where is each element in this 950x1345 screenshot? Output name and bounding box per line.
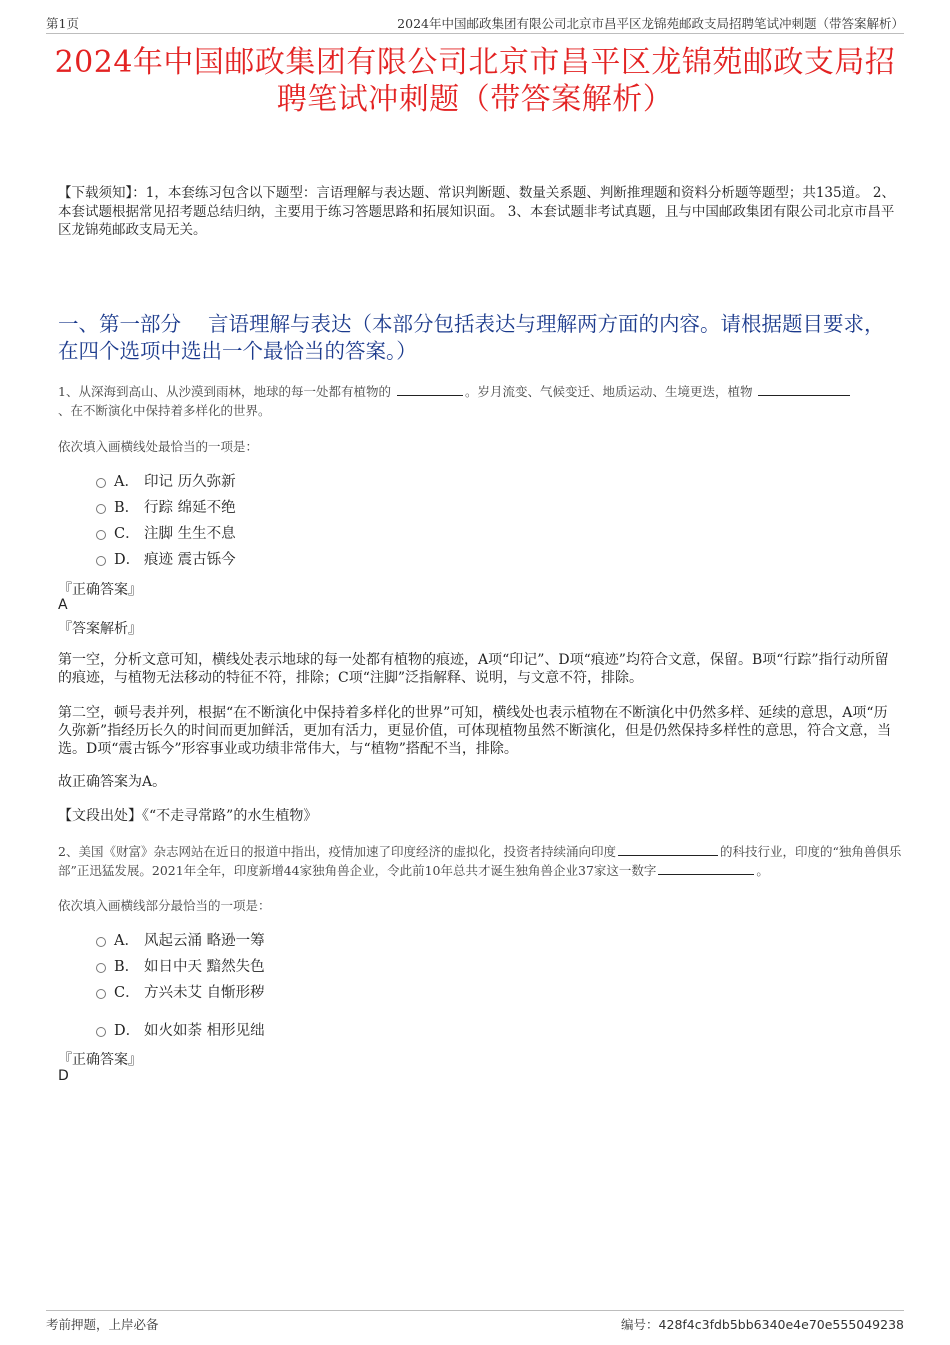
page-title [46,44,904,118]
option-text: 如日中天 黯然失色 [144,959,265,975]
analysis-conclusion: 故正确答案为A。 [58,774,167,790]
footer-slogan: 考前押题，上岸必备 [46,1317,159,1332]
page-header [46,12,904,34]
question-1-stem-part-b: 。岁月流变、气候变迁、地质运动、生境更迭，植物 [464,384,753,399]
option-text: 印记 历久弥新 [144,474,236,490]
question-1-prompt: 依次填入画横线处最恰当的一项是： [58,439,259,454]
radio-icon[interactable] [96,504,106,514]
radio-icon[interactable] [96,989,106,999]
analysis-paragraph-2: 第二空，顿号表并列，根据“在不断演化中保持着多样化的世界”可知，横线处也表示植物在不断演化中仍然多样、延续的意思，A项“历久弥新”指经历长久的时间而更加鲜活，更加有活力，更显价值，可体现植物虽然不断演化，但是仍然保持多样性的意思，符合文意，当选。D项“震古铄今”形容事业或功绩非常伟大，与“植物”搭配不当，排除。 [58,705,892,757]
page-title-line-2: 聘笔试冲刺题（带答案解析） [276,82,674,117]
text-source: 【文段出处】《“不走寻常路”的水生植物》 [58,808,318,824]
option-letter: D． [114,552,141,568]
option-b[interactable] [96,496,236,517]
question-1-stem-part-a: 1、从深海到高山、从沙漠到雨林，地球的每一处都有植物的 [58,384,391,399]
question-2-prompt: 依次填入画横线部分最恰当的一项是： [58,898,271,913]
section-heading: 一、第一部分 言语理解与表达（本部分包括表达与理解两方面的内容。请根据题目要求，在四个选项中选出一个最恰当的答案。） [58,312,885,363]
radio-icon[interactable] [96,1027,106,1037]
question-2-stem [58,842,902,880]
option-text: 行踪 绵延不绝 [144,500,236,516]
option-c[interactable] [96,981,265,1002]
correct-answer-label: 『正确答案』 [58,582,142,598]
option-letter: B． [114,500,140,516]
option-text: 方兴未艾 自惭形秽 [144,985,265,1001]
footer-code-value: 428f4c3fdb5bb6340e4e70e555049238 [658,1317,904,1332]
option-d[interactable] [96,548,236,569]
analysis-label: 『答案解析』 [58,621,142,637]
option-c[interactable] [96,522,236,543]
page-number: 第1页 [46,16,79,31]
question-2-stem-part-c: 。 [756,863,769,878]
answer-blank-1 [618,844,718,856]
download-notice: 【下载须知】：1，本套练习包含以下题型：言语理解与表达题、常识判断题、数量关系题、判断推理题和资料分析题等题型；共135道。 2、本套试题根据常见招考题总结归纳，主要用于练习答题思路和拓展知识面。 3、本套试题非考试真题，且与中国邮政集团有限公司北京市昌平区龙锦苑邮政支局无关。 [58,185,895,238]
option-letter: D． [114,1023,141,1039]
option-text: 痕迹 震古铄今 [144,552,236,568]
option-text: 风起云涌 略逊一筹 [144,933,265,949]
option-a[interactable] [96,470,236,491]
option-letter: A． [114,474,139,490]
question-1-stem [58,382,902,420]
question-2-stem-part-b: 的科技行业，印度的“独角兽俱乐部”正迅猛发展。2021年全年，印度新增44家独角兽企业，令此前10年总共才诞生独角兽企业37家这一数字 [58,844,902,878]
page-footer [46,1310,904,1334]
radio-icon[interactable] [96,963,106,973]
footer-code-label: 编号： [621,1317,659,1332]
option-b[interactable] [96,955,265,976]
option-letter: C． [114,985,140,1001]
option-text: 如火如荼 相形见绌 [144,1023,265,1039]
correct-answer-value: D [58,1068,69,1084]
answer-blank-1 [397,384,463,396]
question-1-stem-part-c: 、在不断演化中保持着多样化的世界。 [58,403,271,418]
radio-icon[interactable] [96,937,106,947]
radio-icon[interactable] [96,530,106,540]
analysis-paragraph-1: 第一空，分析文意可知，横线处表示地球的每一处都有植物的痕迹，A项“印记”、D项“痕迹”均符合文意，保留。B项“行踪”指行动所留的痕迹，与植物无法移动的特征不符，排除；C项“注脚”泛指解释、说明，与文意不符，排除。 [58,652,889,686]
option-d[interactable] [96,1019,265,1040]
page-title-line-1: 2024年中国邮政集团有限公司北京市昌平区龙锦苑邮政支局招 [54,45,896,80]
correct-answer-label: 『正确答案』 [58,1052,142,1068]
option-letter: C． [114,526,140,542]
option-letter: B． [114,959,140,975]
header-doc-title: 2024年中国邮政集团有限公司北京市昌平区龙锦苑邮政支局招聘笔试冲刺题（带答案解析） [397,16,904,31]
radio-icon[interactable] [96,556,106,566]
option-letter: A． [114,933,139,949]
option-text: 注脚 生生不息 [144,526,236,542]
footer-code [621,1315,904,1333]
answer-blank-2 [658,863,754,875]
question-2-stem-part-a: 2、美国《财富》杂志网站在近日的报道中指出，疫情加速了印度经济的虚拟化，投资者持续涌向印度 [58,844,616,859]
correct-answer-value: A [58,597,68,613]
radio-icon[interactable] [96,478,106,488]
answer-blank-2 [758,384,850,396]
option-a[interactable] [96,929,265,950]
